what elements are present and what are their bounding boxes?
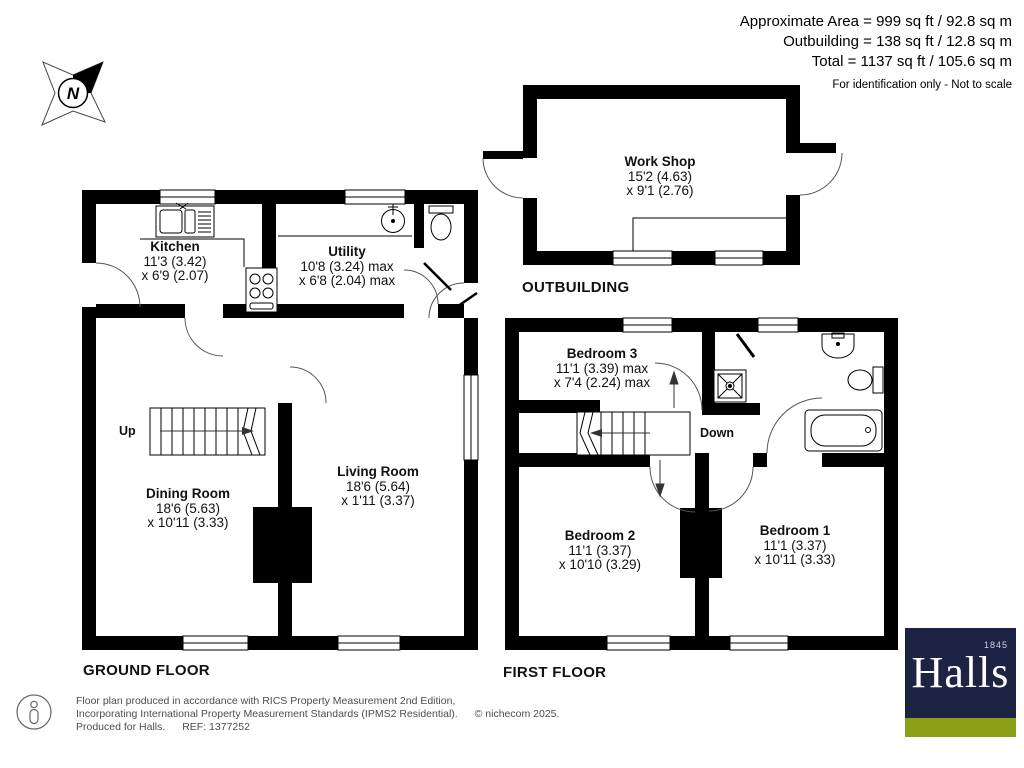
room-label-workshop: Work Shop 15'2 (4.63) x 9'1 (2.76) [624, 154, 696, 198]
stairs-down-label: Down [700, 426, 735, 440]
utility-sink [278, 204, 412, 236]
footer-copyright: © nichecom 2025. [474, 708, 560, 720]
ff-chimney-breast [680, 508, 722, 578]
gf-chimney-breast [253, 507, 312, 583]
ob-right-door-arc [800, 153, 842, 195]
room-label-kitchen: Kitchen 11'3 (3.42) x 6'9 (2.07) [141, 239, 209, 283]
room-label-bedroom1: Bedroom 1 11'1 (3.37) x 10'11 (3.33) [754, 523, 836, 567]
room-label-bedroom2: Bedroom 2 11'1 (3.37) x 10'10 (3.29) [558, 528, 642, 572]
gf-wall-top [82, 190, 478, 204]
ff-wall-left [505, 318, 519, 650]
ff-bathtub [805, 410, 882, 451]
gf-utility-door-arc [404, 270, 438, 304]
ff-bedroom2-door-arc [650, 467, 695, 512]
footer-ref: REF: 1377252 [182, 721, 250, 733]
room-label-dining: Dining Room 18'6 (5.63) x 10'11 (3.33) [146, 486, 230, 530]
ff-wall-bottom [505, 636, 898, 650]
ff-wall-shower [702, 403, 760, 415]
area-summary [740, 12, 1012, 95]
halls-logo-navy-panel [905, 628, 1016, 718]
gf-toilet [429, 206, 453, 240]
gf-wall-bottom [82, 636, 478, 650]
halls-logo [905, 628, 1016, 737]
ff-wall-right [884, 318, 898, 650]
halls-logo-year: 1845 [983, 640, 1008, 650]
ob-right-door-opening [786, 153, 800, 195]
footer-ipms-text: Incorporating International Property Measurement Standards (IPMS2 Residential). [76, 708, 458, 720]
compass-rose [42, 62, 105, 125]
halls-logo-green-bar [905, 718, 1016, 737]
ff-basin [822, 333, 854, 358]
gf-kitchen-side-door-arc [96, 263, 140, 307]
gf-door-arcs [96, 263, 464, 403]
nichecom-icon [14, 692, 54, 732]
total-area-line: Total = 1137 sq ft / 105.6 sq m [811, 53, 1012, 70]
gf-wall-left [82, 190, 96, 650]
first-floor-title: FIRST FLOOR [503, 664, 607, 681]
footer-disclaimer [76, 695, 559, 734]
approx-area-line: Approximate Area = 999 sq ft / 92.8 sq m [739, 13, 1012, 30]
ff-wall-top [505, 318, 898, 332]
room-label-bedroom3: Bedroom 3 11'1 (3.39) max x 7'4 (2.24) max [553, 346, 651, 390]
outbuilding-title: OUTBUILDING [522, 279, 630, 296]
ff-wall-bedroom3 [519, 400, 600, 413]
gf-wall-dining-living-upper [278, 403, 292, 507]
gf-wall-dining-living-lower [278, 583, 292, 636]
footer-line2 [76, 708, 559, 721]
gf-wall-h1-left [96, 304, 185, 318]
ff-wall-h2-right [822, 453, 884, 467]
gf-wall-wc [414, 204, 424, 248]
footer-line3 [76, 721, 559, 734]
ff-stairs [577, 412, 690, 455]
halls-logo-brand: Halls [911, 647, 1010, 697]
footer-line1: Floor plan produced in accordance with RICS Property Measurement 2nd Edition, [76, 695, 456, 707]
ob-left-door-stub [483, 151, 523, 159]
scale-disclaimer: For identification only - Not to scale [832, 79, 1012, 91]
gf-kitchen-dining-door-arc [185, 318, 223, 356]
ff-bedroom1-door-arc [709, 467, 753, 511]
gf-living-door-arc [290, 367, 326, 403]
ff-bedroom3-door-arc [655, 363, 702, 410]
ground-floor-title: GROUND FLOOR [83, 662, 210, 679]
ff-wall-bathroom-left [702, 332, 715, 415]
outbuilding-area-line: Outbuilding = 138 sq ft / 12.8 sq m [783, 33, 1012, 50]
ob-right-door-stub [800, 143, 836, 153]
room-label-utility: Utility 10'8 (3.24) max x 6'8 (2.04) max [298, 244, 396, 288]
room-label-living: Living Room 18'6 (5.64) x 1'11 (3.37) [337, 464, 419, 508]
ff-bathroom-door-leaf [737, 334, 754, 357]
ob-left-door-arc [483, 158, 523, 198]
ob-left-door-opening [523, 158, 537, 198]
ff-wall-h2-nib [753, 453, 767, 467]
footer-produced-for: Produced for Halls. [76, 721, 166, 733]
ff-shower [714, 370, 746, 402]
ob-counter [633, 218, 786, 251]
compass-n-label: N [66, 84, 80, 103]
kitchen-sink-unit [156, 203, 214, 237]
stairs-up-label: Up [119, 424, 136, 438]
kitchen-hob [246, 268, 277, 312]
gf-side-door-opening [82, 263, 96, 307]
gf-stairs [150, 408, 265, 455]
ff-toilet [848, 367, 883, 393]
